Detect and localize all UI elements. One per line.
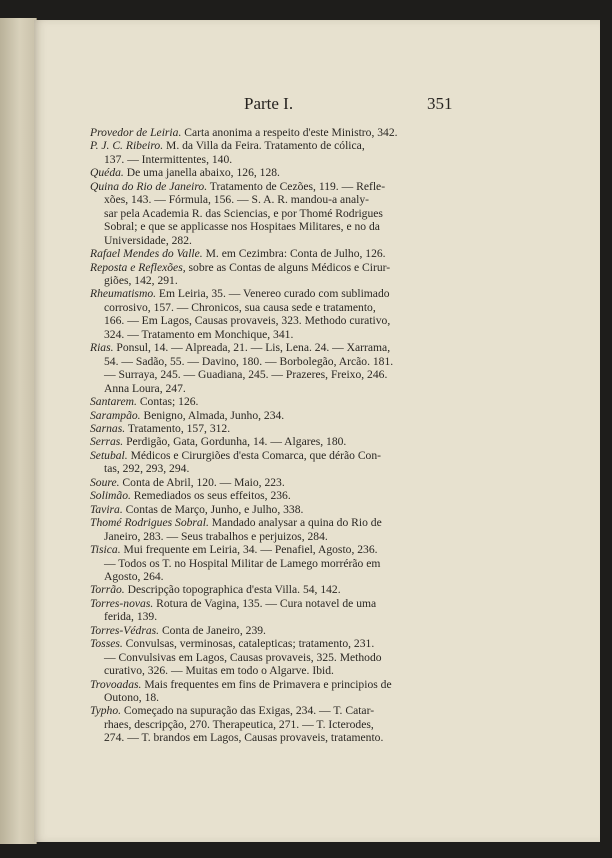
entry-line	[90, 610, 462, 623]
entry-text: sobre as Contas de alguns Médicos e Cirur-	[185, 260, 391, 274]
entry-line	[90, 274, 462, 287]
index-entry	[90, 395, 462, 408]
entry-line	[90, 731, 462, 744]
entry-headword: Tisica.	[90, 543, 121, 557]
entry-text: 274. — T. brandos em Lagos, Causas provaveis, tratamento.	[104, 731, 384, 745]
entry-text: Rotura de Vagina, 135. — Cura notavel de uma	[153, 596, 377, 610]
entry-headword: Tavira.	[90, 502, 123, 516]
index-entry	[90, 543, 462, 583]
index-entry	[90, 516, 462, 543]
part-label: Parte I.	[244, 94, 294, 113]
entry-text: curativo, 326. — Muitas em todo o Algarve. Ibid.	[104, 664, 334, 678]
page-number: 351	[427, 94, 453, 113]
entry-line	[90, 624, 462, 637]
entry-text: Mui frequente em Leiria, 34. — Penafiel, Agosto, 236.	[120, 543, 378, 557]
entry-line	[90, 704, 462, 717]
entry-line	[90, 409, 462, 422]
entry-line	[90, 678, 462, 691]
index-entry	[90, 678, 462, 705]
entry-text: sar pela Academia R. das Sciencias, e por Thomé Rodrigues	[104, 206, 383, 220]
entry-line	[90, 247, 462, 260]
index-entry	[90, 637, 462, 677]
entry-text: giões, 142, 291.	[104, 273, 178, 287]
entry-text: 137. — Intermittentes, 140.	[104, 152, 233, 166]
index-entry	[90, 341, 462, 395]
entry-line	[90, 207, 462, 220]
index-entries	[90, 126, 462, 745]
entry-text: Anna Loura, 247.	[104, 381, 186, 395]
index-entry	[90, 139, 462, 166]
entry-text: Perdigão, Gata, Gordunha, 14. — Algares, 180.	[123, 435, 347, 449]
entry-text: Contas; 126.	[136, 395, 199, 409]
entry-line	[90, 530, 462, 543]
index-entry	[90, 422, 462, 435]
entry-line	[90, 718, 462, 731]
entry-line	[90, 126, 462, 139]
entry-line	[90, 193, 462, 206]
entry-line	[90, 382, 462, 395]
entry-line	[90, 220, 462, 233]
entry-line	[90, 234, 462, 247]
entry-text: Em Leiria, 35. — Venereo curado com sublimado	[156, 287, 390, 301]
entry-headword: Thomé Rodrigues Sobral.	[90, 516, 209, 530]
entry-headword: Trovoadas.	[90, 677, 142, 691]
book-spine	[0, 18, 37, 844]
entry-line	[90, 395, 462, 408]
entry-text: Mais frequentes em fins de Primavera e principios de	[141, 677, 392, 691]
entry-line	[90, 341, 462, 354]
entry-line	[90, 301, 462, 314]
index-entry	[90, 503, 462, 516]
entry-headword: Santarem.	[90, 395, 137, 409]
entry-text: De uma janella abaixo, 126, 128.	[123, 166, 280, 180]
index-entry	[90, 489, 462, 502]
entry-text: M. da Villa da Feira. Tratamento de cólica,	[163, 139, 365, 153]
entry-text: Começado na supuração das Exigas, 234. — T. Catar-	[121, 704, 375, 718]
entry-text: rhaes, descripção, 270. Therapeutica, 271. — T. Icterodes,	[104, 717, 374, 731]
entry-line	[90, 355, 462, 368]
index-entry	[90, 409, 462, 422]
entry-text: Janeiro, 283. — Seus trabalhos e perjuizos, 284.	[104, 529, 328, 543]
entry-line	[90, 314, 462, 327]
entry-text: tas, 292, 293, 294.	[104, 462, 190, 476]
index-entry	[90, 261, 462, 288]
running-head	[34, 94, 600, 118]
entry-text: Mandado analysar a quina do Rio de	[208, 516, 382, 530]
index-entry	[90, 624, 462, 637]
index-entry	[90, 449, 462, 476]
entry-line	[90, 503, 462, 516]
entry-line	[90, 422, 462, 435]
entry-text: Outono, 18.	[104, 691, 160, 705]
entry-headword: Torres-novas.	[90, 596, 154, 610]
entry-headword: Serras.	[90, 435, 124, 449]
entry-text: Descripção topographica d'esta Villa. 54, 142.	[124, 583, 341, 597]
index-entry	[90, 597, 462, 624]
entry-line	[90, 368, 462, 381]
entry-headword: Quina do Rio de Janeiro.	[90, 179, 208, 193]
entry-line	[90, 597, 462, 610]
entry-text: 54. — Sadão, 55. — Davino, 180. — Borbolegão, Arcão. 181.	[104, 354, 394, 368]
entry-headword: Provedor de Leiria.	[90, 126, 182, 139]
index-entry	[90, 435, 462, 448]
entry-headword: Rafael Mendes do Valle.	[90, 247, 203, 261]
entry-headword: Torrão.	[90, 583, 125, 597]
index-entry	[90, 704, 462, 744]
entry-line	[90, 691, 462, 704]
entry-line	[90, 435, 462, 448]
index-entry	[90, 476, 462, 489]
entry-headword: Sarampão.	[90, 408, 141, 422]
entry-headword: Rias.	[90, 341, 114, 355]
entry-line	[90, 328, 462, 341]
entry-text: 166. — Em Lagos, Causas provaveis, 323. Methodo curativo,	[104, 314, 391, 328]
entry-line	[90, 476, 462, 489]
entry-headword: Reposta e Reflexões,	[90, 260, 186, 274]
entry-line	[90, 651, 462, 664]
entry-headword: P. J. C. Ribeiro.	[90, 139, 164, 153]
entry-line	[90, 570, 462, 583]
entry-text: ferida, 139.	[104, 610, 158, 624]
entry-line	[90, 543, 462, 556]
entry-text: Sobral; e que se applicasse nos Hospitaes Militares, e no da	[104, 220, 380, 234]
entry-line	[90, 180, 462, 193]
entry-line	[90, 557, 462, 570]
entry-headword: Tosses.	[90, 637, 123, 651]
entry-text: Carta anonima a respeito d'este Ministro, 342.	[181, 126, 398, 139]
entry-line	[90, 462, 462, 475]
entry-text: Conta de Abril, 120. — Maio, 223.	[119, 475, 285, 489]
index-entry	[90, 583, 462, 596]
entry-text: Convulsas, verminosas, catalepticas; tratamento, 231.	[122, 637, 375, 651]
entry-headword: Sarnas.	[90, 421, 126, 435]
entry-text: Benigno, Almada, Junho, 234.	[140, 408, 285, 422]
entry-text: xões, 143. — Fórmula, 156. — S. A. R. mandou-a analy-	[104, 193, 370, 207]
entry-headword: Solimão.	[90, 489, 131, 503]
entry-line	[90, 261, 462, 274]
entry-text: Contas de Março, Junho, e Julho, 338.	[122, 502, 304, 516]
entry-text: 324. — Tratamento em Monchique, 341.	[104, 327, 294, 341]
entry-text: — Convulsivas em Lagos, Causas provaveis, 325. Methodo	[104, 650, 382, 664]
index-entry	[90, 247, 462, 260]
entry-line	[90, 583, 462, 596]
entry-text: Remediados os seus effeitos, 236.	[130, 489, 291, 503]
entry-headword: Quéda.	[90, 166, 124, 180]
entry-text: Universidade, 282.	[104, 233, 192, 247]
entry-headword: Setubal.	[90, 448, 128, 462]
entry-text: Tratamento de Cezões, 119. — Refle-	[207, 179, 386, 193]
book-page	[34, 20, 600, 842]
entry-text: Médicos e Cirurgiões d'esta Comarca, que dérão Con-	[127, 448, 382, 462]
entry-text: corrosivo, 157. — Chronicos, sua causa sede e tratamento,	[104, 300, 376, 314]
entry-line	[90, 637, 462, 650]
entry-text: Tratamento, 157, 312.	[125, 421, 231, 435]
entry-headword: Rheumatismo.	[90, 287, 157, 301]
index-entry	[90, 287, 462, 341]
entry-line	[90, 153, 462, 166]
entry-text: Ponsul, 14. — Alpreada, 21. — Lis, Lena. 24. — Xarrama,	[113, 341, 391, 355]
entry-line	[90, 489, 462, 502]
entry-line	[90, 664, 462, 677]
entry-text: — Surraya, 245. — Guadiana, 245. — Prazeres, Freixo, 246.	[104, 368, 388, 382]
entry-headword: Soure.	[90, 475, 120, 489]
index-entry	[90, 180, 462, 247]
entry-text: — Todos os T. no Hospital Militar de Lamego morrérão em	[104, 556, 381, 570]
index-entry	[90, 126, 462, 139]
entry-headword: Torres-Védras.	[90, 623, 160, 637]
entry-line	[90, 287, 462, 300]
entry-line	[90, 166, 462, 179]
entry-text: Conta de Janeiro, 239.	[159, 623, 266, 637]
entry-headword: Typho.	[90, 704, 122, 718]
index-entry	[90, 166, 462, 179]
entry-line	[90, 449, 462, 462]
entry-text: M. em Cezimbra: Conta de Julho, 126.	[202, 247, 386, 261]
entry-line	[90, 516, 462, 529]
entry-line	[90, 139, 462, 152]
entry-text: Agosto, 264.	[104, 569, 164, 583]
